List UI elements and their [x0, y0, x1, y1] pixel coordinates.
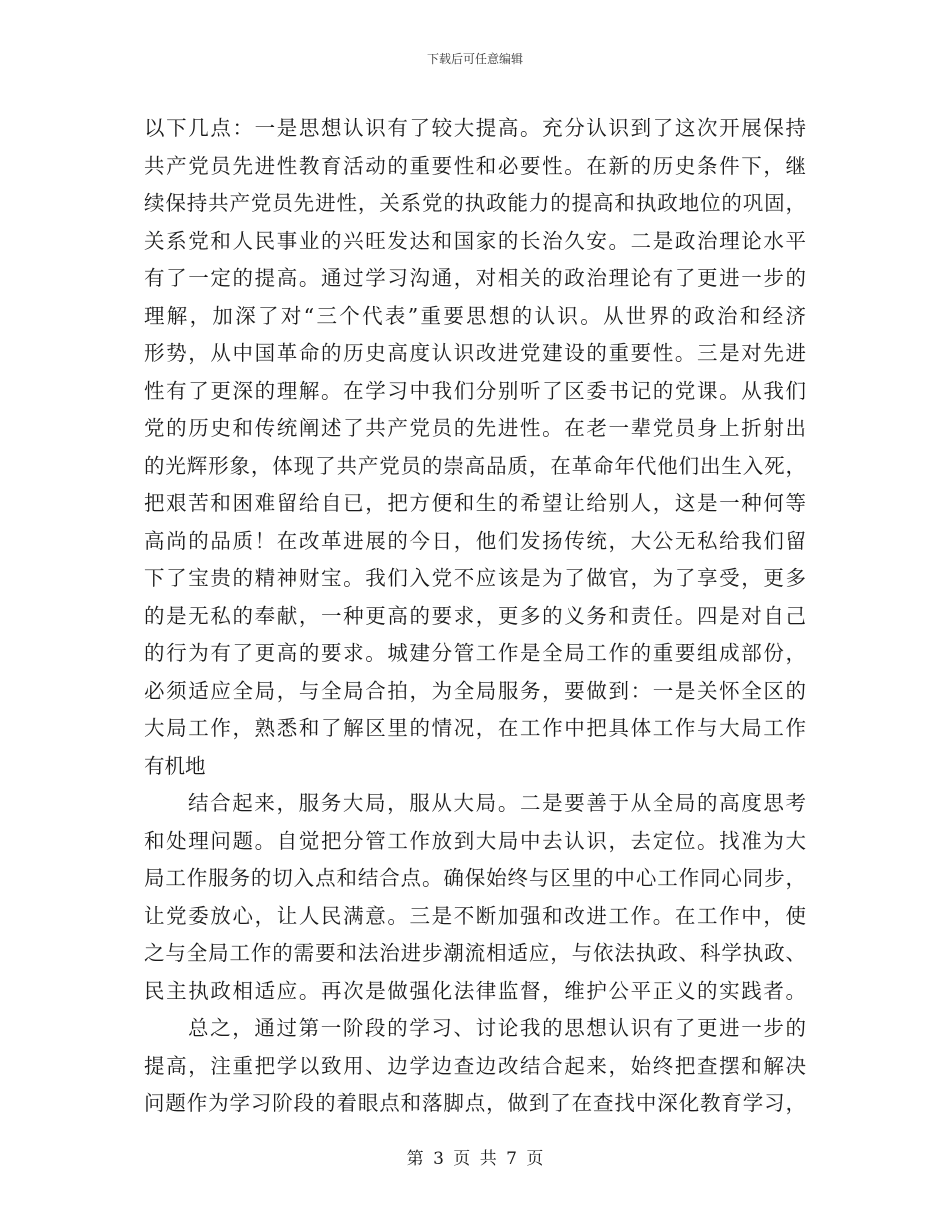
text-line: 有机地	[144, 753, 206, 778]
text-line: 民主执政相适应。再次是做强化法律监督，维护公平正义的实践者。	[144, 978, 806, 1003]
text-line: 总之，通过第一阶段的学习、讨论我的思想认识有了更进一步的	[188, 1016, 806, 1040]
text-line: 把艰苦和困难留给自已，把方便和生的希望让给别人，这是一种何等	[144, 491, 806, 515]
page-number: 第 3 页 共 7 页	[406, 1149, 544, 1169]
text-line: 党的历史和传统阐述了共产党员的先进性。在老一辈党员身上折射出	[144, 416, 806, 440]
text-line: 提高，注重把学以致用、边学边查边改结合起来，始终把查摆和解决	[144, 1053, 806, 1078]
text-line: 有了一定的提高。通过学习沟通，对相关的政治理论有了更进一步的	[144, 266, 806, 290]
text-line: 结合起来，服务大局，服从大局。二是要善于从全局的高度思考	[188, 791, 806, 815]
text-line: 下了宝贵的精神财宝。我们入党不应该是为了做官，为了享受，更多	[144, 566, 806, 590]
text-line: 让党委放心，让人民满意。三是不断加强和改进工作。在工作中，使	[144, 903, 806, 928]
document-body	[144, 110, 806, 1123]
text-line: 问题作为学习阶段的着眼点和落脚点，做到了在查找中深化教育学习，	[144, 1091, 806, 1115]
page-header: 下载后可任意编辑	[426, 52, 523, 66]
text-line: 续保持共产党员先进性，关系党的执政能力的提高和执政地位的巩固，	[144, 191, 806, 215]
text-line: 理解，加深了对“三个代表”重要思想的认识。从世界的政治和经济	[144, 303, 806, 328]
text-line: 必须适应全局，与全局合拍，为全局服务，要做到：一是关怀全区的	[144, 678, 806, 703]
text-line: 以下几点：一是思想认识有了较大提高。充分认识到了这次开展保持	[144, 116, 806, 140]
text-line: 性有了更深的理解。在学习中我们分别听了区委书记的党课。从我们	[144, 378, 806, 403]
text-line: 关系党和人民事业的兴旺发达和国家的长治久安。二是政治理论水平	[144, 228, 806, 253]
text-line: 局工作服务的切入点和结合点。确保始终与区里的中心工作同心同步，	[144, 866, 806, 890]
text-line: 的光辉形象，体现了共产党员的崇高品质，在革命年代他们出生入死，	[144, 453, 806, 478]
text-line: 大局工作，熟悉和了解区里的情况，在工作中把具体工作与大局工作	[144, 716, 806, 740]
text-line: 形势，从中国革命的历史高度认识改进党建设的重要性。三是对先进	[144, 341, 806, 365]
text-line: 的行为有了更高的要求。城建分管工作是全局工作的重要组成部份，	[144, 641, 806, 665]
text-line: 高尚的品质！在改革进展的今日，他们发扬传统，大公无私给我们留	[144, 528, 806, 553]
text-line: 的是无私的奉献，一种更高的要求，更多的义务和责任。四是对自己	[144, 603, 806, 628]
text-line: 共产党员先进性教育活动的重要性和必要性。在新的历史条件下，继	[144, 153, 806, 178]
text-line: 和处理问题。自觉把分管工作放到大局中去认识，去定位。找准为大	[144, 828, 806, 853]
text-line: 之与全局工作的需要和法治进步潮流相适应，与依法执政、科学执政、	[144, 941, 806, 965]
